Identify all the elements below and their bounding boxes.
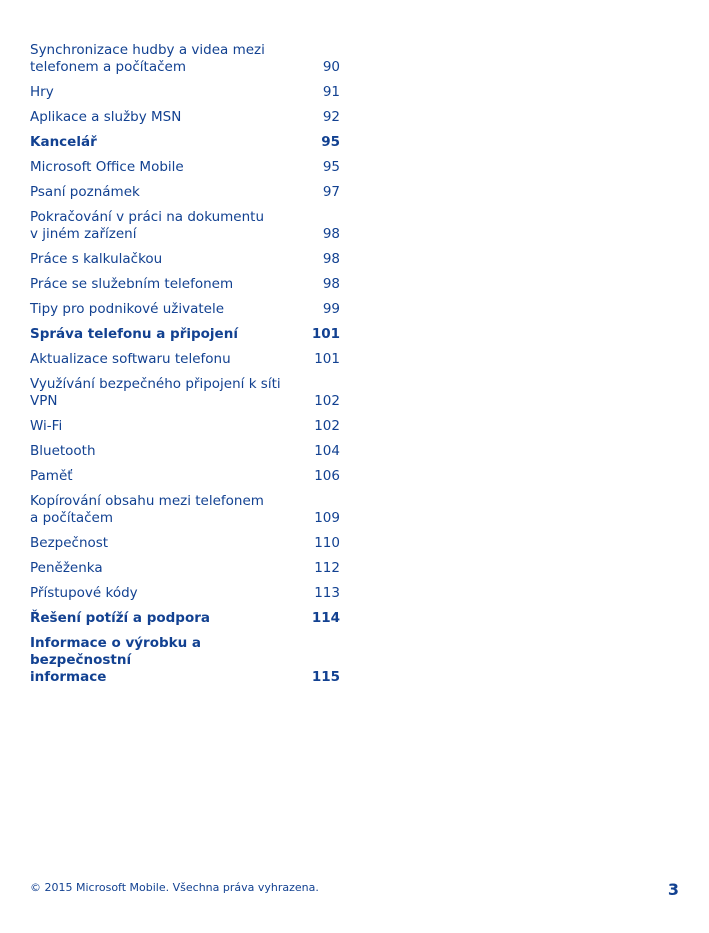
- toc-entry[interactable]: [30, 376, 340, 410]
- toc-entry[interactable]: [30, 109, 340, 126]
- toc-entry-label: Informace o výrobku a bezpečnostní informace: [30, 635, 202, 685]
- page-number: 3: [667, 880, 679, 899]
- toc-entry-label: Tipy pro podnikové uživatele: [30, 301, 225, 317]
- toc-entry[interactable]: [30, 468, 340, 485]
- toc-section-entry[interactable]: [30, 635, 340, 686]
- toc-entry-page: 114: [311, 610, 340, 626]
- toc-entry-page: 115: [311, 669, 340, 685]
- toc-entry-label: Kancelář: [30, 134, 97, 150]
- toc-entry-label: Aplikace a služby MSN: [30, 109, 182, 125]
- toc-entry-page: 106: [314, 468, 340, 484]
- toc-entry-label: Pokračování v práci na dokumentu v jiném zařízení: [30, 209, 265, 242]
- toc-entry-label: Kopírování obsahu mezi telefonem a počítačem: [30, 493, 264, 526]
- toc-entry-page: 92: [322, 109, 340, 125]
- toc-entry-page: 109: [314, 510, 340, 526]
- toc-entry[interactable]: [30, 184, 340, 201]
- toc-entry[interactable]: [30, 84, 340, 101]
- toc-entry-label: Hry: [30, 84, 54, 100]
- toc-entry[interactable]: [30, 351, 340, 368]
- toc-entry[interactable]: [30, 301, 340, 318]
- toc-entry-label: Bezpečnost: [30, 535, 109, 551]
- toc-entry-label: Bluetooth: [30, 443, 96, 459]
- toc-entry-label: Práce s kalkulačkou: [30, 251, 163, 267]
- toc-entry[interactable]: [30, 42, 340, 76]
- toc-entry-label: Microsoft Office Mobile: [30, 159, 184, 175]
- toc-entry-page: 102: [314, 393, 340, 409]
- toc-entry-page: 97: [322, 184, 340, 200]
- toc-entry-label: Přístupové kódy: [30, 585, 138, 601]
- toc-entry-label: Řešení potíží a podpora: [30, 610, 211, 626]
- toc-entry-page: 99: [322, 301, 340, 317]
- toc-entry-page: 102: [314, 418, 340, 434]
- toc-entry-page: 98: [322, 276, 340, 292]
- toc-entry-page: 113: [314, 585, 340, 601]
- table-of-contents: [30, 42, 340, 694]
- toc-entry-page: 98: [322, 226, 340, 242]
- toc-entry-page: 101: [311, 326, 340, 342]
- toc-entry[interactable]: [30, 251, 340, 268]
- toc-entry-page: 110: [314, 535, 340, 551]
- toc-entry-label: Správa telefonu a připojení: [30, 326, 238, 342]
- toc-entry-page: 101: [314, 351, 340, 367]
- toc-entry-label: Práce se služebním telefonem: [30, 276, 234, 292]
- toc-entry[interactable]: [30, 493, 340, 527]
- toc-entry-label: Psaní poznámek: [30, 184, 140, 200]
- toc-entry[interactable]: [30, 209, 340, 243]
- copyright-footer: © 2015 Microsoft Mobile. Všechna práva vyhrazena.: [30, 881, 319, 894]
- toc-entry[interactable]: [30, 560, 340, 577]
- toc-entry[interactable]: [30, 443, 340, 460]
- toc-entry-label: Paměť: [30, 468, 73, 484]
- toc-entry-page: 91: [322, 84, 340, 100]
- toc-entry-page: 104: [314, 443, 340, 459]
- toc-entry-label: Aktualizace softwaru telefonu: [30, 351, 231, 367]
- toc-entry-label: Využívání bezpečného připojení k síti VPN: [30, 376, 281, 409]
- toc-entry-label: Wi-Fi: [30, 418, 63, 434]
- toc-entry-label: Synchronizace hudby a videa mezi telefonem a počítačem: [30, 42, 265, 75]
- toc-entry-page: 112: [314, 560, 340, 576]
- toc-entry[interactable]: [30, 159, 340, 176]
- toc-entry-page: 98: [322, 251, 340, 267]
- toc-entry[interactable]: [30, 276, 340, 293]
- toc-entry[interactable]: [30, 585, 340, 602]
- toc-section-entry[interactable]: [30, 326, 340, 343]
- toc-entry[interactable]: [30, 418, 340, 435]
- toc-entry-page: 90: [322, 59, 340, 75]
- toc-section-entry[interactable]: [30, 134, 340, 151]
- toc-entry-page: 95: [322, 159, 340, 175]
- toc-entry-label: Peněženka: [30, 560, 103, 576]
- toc-entry-page: 95: [321, 134, 340, 150]
- toc-entry[interactable]: [30, 535, 340, 552]
- toc-section-entry[interactable]: [30, 610, 340, 627]
